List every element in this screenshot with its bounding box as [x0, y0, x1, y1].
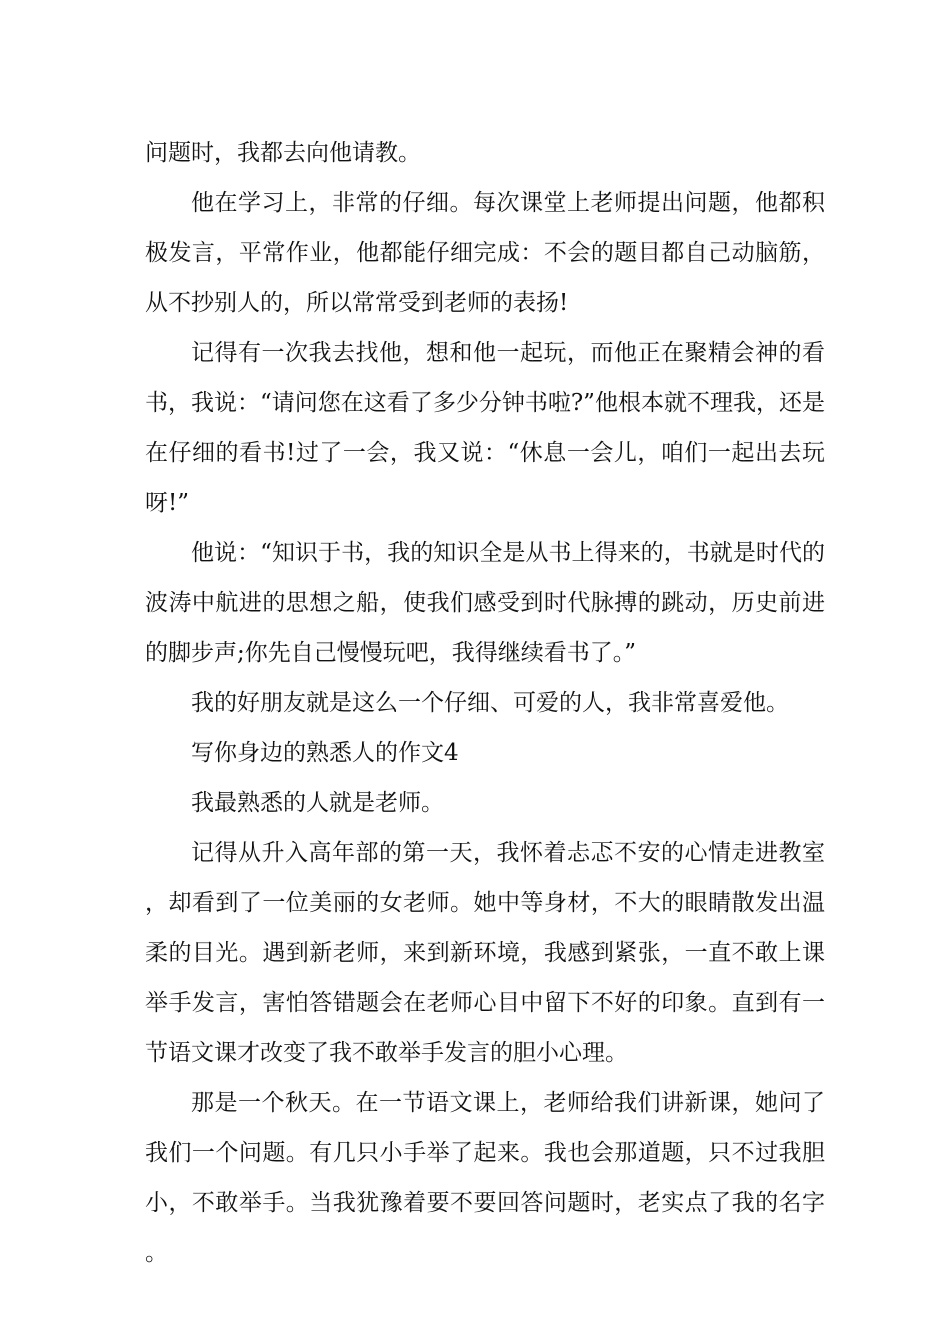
paragraph-first-day: 记得从升入高年部的第一天，我怀着忐忑不安的心情走进教室，却看到了一位美丽的女老师。她中等身材，不大的眼睛散发出温柔的目光。遇到新老师，来到新环境，我感到紧张，一直不敢上课举手发言，害怕答错题会在老师心目中留下不好的印象。直到有一节语文课才改变了我不敢举手发言的胆小心理。 [145, 840, 825, 1066]
essay-title: 写你身边的熟悉人的作文4 [191, 740, 459, 766]
document-body [145, 128, 825, 1278]
paragraph-study-habits: 他在学习上，非常的仔细。每次课堂上老师提出问题，他都积极发言，平常作业，他都能仔细完成：不会的题目都自己动脑筋，从不抄别人的，所以常常受到老师的表扬! [145, 190, 825, 316]
paragraph-teacher-intro: 我最熟悉的人就是老师。 [191, 790, 444, 816]
paragraph-continued: 问题时，我都去向他请教。 [145, 140, 421, 166]
paragraph-reading-story: 记得有一次我去找他，想和他一起玩，而他正在聚精会神的看书，我说：“请问您在这看了多少分钟书啦?”他根本就不理我，还是在仔细的看书!过了一会，我又说：“休息一会儿，咱们一起出去玩呀!” [145, 340, 825, 516]
paragraph-conclusion: 我的好朋友就是这么一个仔细、可爱的人，我非常喜爱他。 [191, 690, 789, 716]
paragraph-autumn-class: 那是一个秋天。在一节语文课上，老师给我们讲新课，她问了我们一个问题。有几只小手举了起来。我也会那道题，只不过我胆小，不敢举手。当我犹豫着要不要回答问题时，老实点了我的名字。 [145, 1090, 825, 1266]
paragraph-knowledge-quote: 他说：“知识于书，我的知识全是从书上得来的，书就是时代的波涛中航进的思想之船，使我们感受到时代脉搏的跳动，历史前进的脚步声;你先自己慢慢玩吧，我得继续看书了。” [145, 540, 825, 666]
